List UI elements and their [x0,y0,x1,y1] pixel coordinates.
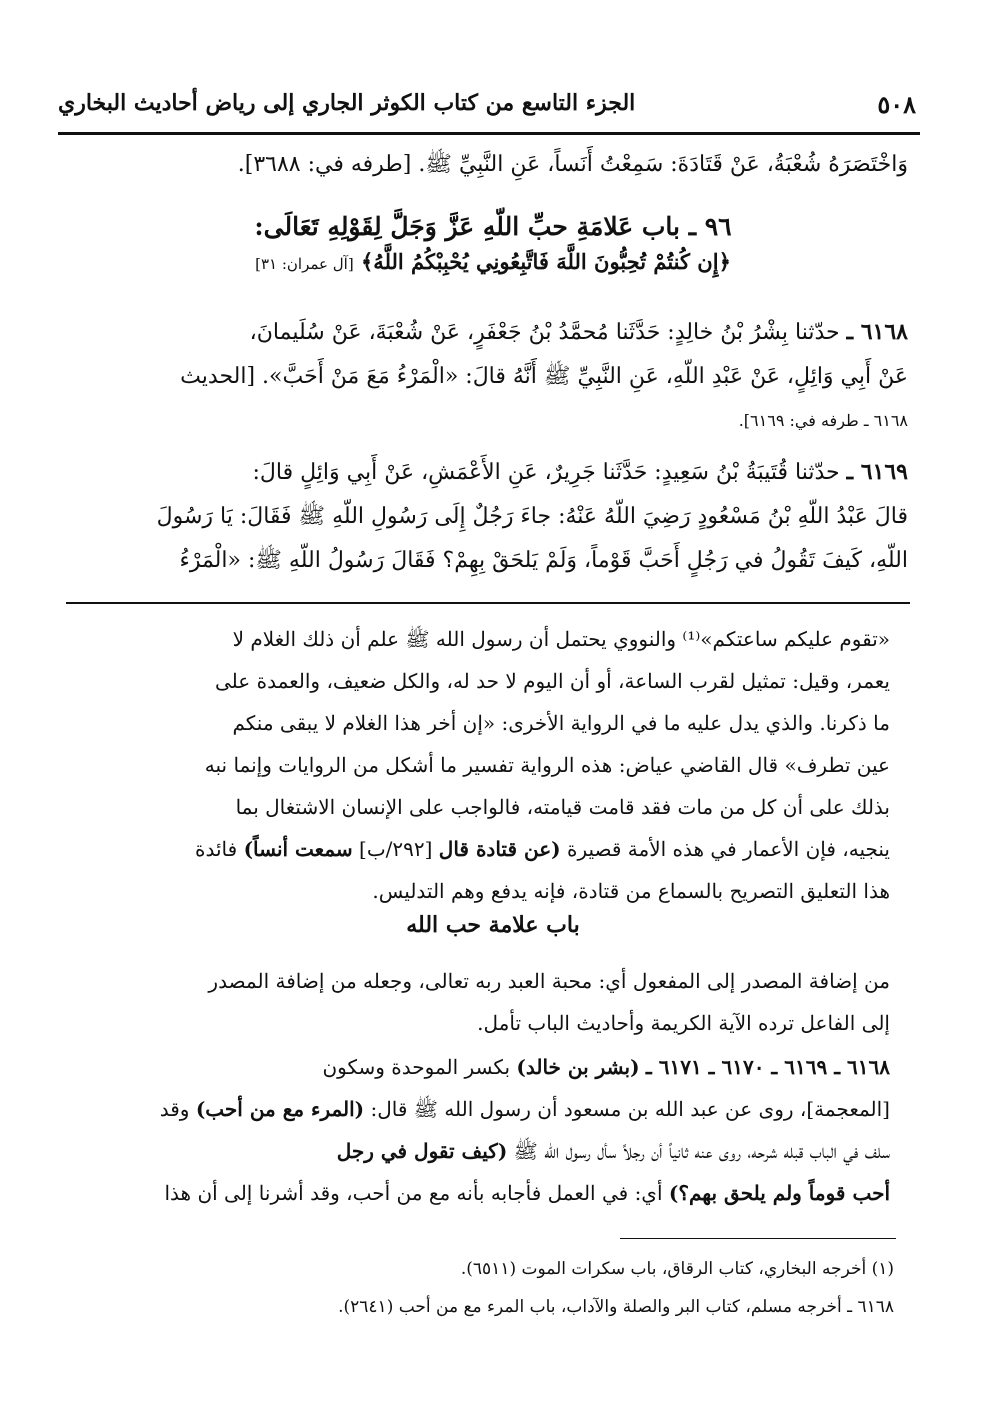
commentary-line [64,1046,890,1088]
hadith-text: حدّثنا بِشْرُ بْنُ خالِدٍ: حَدَّثَنا مُحمَّدُ بْنُ جَعْفَرٍ، عَنْ شُعْبَةَ، عَنْ سُلَيمانَ، [249,320,840,345]
quoted-text: (بشر بن خالد) [516,1055,640,1079]
commentary-heading: باب علامة حب الله [406,912,580,938]
quoted-text: (عن قتادة قال [438,837,561,861]
hadith-6168-line-3: ٦١٦٨ ـ طرفه في: ٦١٦٩]. [738,411,908,430]
hadith-6169 [70,450,908,583]
running-title: الجزء التاسع من كتاب الكوثر الجاري إلى رياض أحاديث البخاري [58,90,636,116]
hadith-number: ٦١٦٨ ـ [846,319,908,345]
hadith-numbers: ٦١٦٨ ـ ٦١٦٩ ـ ٦١٧٠ ـ ٦١٧١ ـ [645,1055,890,1079]
commentary-text: بكسر الموحدة وسكون [322,1055,511,1079]
commentary-paragraph-1 [64,618,890,912]
commentary-text: وقد [159,1097,190,1121]
hadith-6169-line-2: قالَ عَبْدُ اللّهِ بْنُ مَسْعُودٍ رَضِيَ اللّهُ عَنْهُ: جاءَ رَجُلٌ إِلَى رَسُولِ اللّهِ ﷺ فَقَالَ: يَا رَسُولَ [156,504,908,529]
commentary-line: ما ذكرنا. والذي يدل عليه ما في الرواية الأخرى: «إن أخر هذا الغلام لا يبقى منكم [232,711,890,735]
commentary-line: «تقوم عليكم ساعتكم»⁽¹⁾ والنووي يحتمل أن رسول الله ﷺ علم أن ذلك الغلام لا [232,627,890,651]
header-rule [58,132,920,135]
text-separator [66,602,910,604]
commentary-text: ينجيه، فإن الأعمار في هذه الأمة قصيرة [566,837,890,861]
folio-marker: [٢٩٢/ب] [359,837,433,861]
quoted-text: (المرء مع من أحب) [195,1097,365,1121]
hadith-line [70,150,908,182]
page-number: ٥٠٨ [877,90,916,119]
commentary-line: من إضافة المصدر إلى المفعول أي: محبة العبد ربه تعالى، وجعله من إضافة المصدر [208,969,890,993]
chapter-heading [80,212,906,274]
commentary-line [64,1088,890,1130]
hadith-6169-line-3: اللّهِ، كَيفَ تَقُولُ في رَجُلٍ أَحَبَّ قَوْماً، وَلَمْ يَلحَقْ بِهِمْ؟ فَقَالَ رَسُولُ اللّهِ ﷺ: «الْمَرْءُ [179,548,908,573]
commentary-line [64,828,890,870]
commentary-line: يعمر، وقيل: تمثيل لقرب الساعة، أو أن اليوم لا حد له، والكل ضعيف، والعمدة على [215,669,890,693]
hadith-6168 [70,310,908,443]
commentary-line: بذلك على أن كل من مات فقد قامت قيامته، فالواجب على الإنسان الاشتغال بما [235,795,890,819]
commentary-text: فائدة [195,837,238,861]
chapter-title: ٩٦ ـ باب عَلامَةِ حبِّ اللّهِ عَزَّ وَجَلَّ لِقَوْلِهِ تَعَالَى: [254,212,732,241]
commentary-line [64,1172,890,1214]
hadith-6168-line-1 [70,310,908,355]
hadith-6169-line-1 [70,450,908,495]
commentary-line: هذا التعليق التصريح بالسماع من قتادة، فإنه يدفع وهم التدليس. [372,879,890,903]
verse-reference: [آل عمران: ٣١] [255,255,354,273]
quoted-text: (كيف تقول في رجل [336,1139,508,1163]
hadith-6168-line-2: عَنْ أَبِي وَائِلٍ، عَنْ عَبْدِ اللّهِ، عَنِ النَّبِيِّ ﷺ أَنَّهُ قالَ: «الْمَرْءُ مَعَ مَنْ أَحَبَّ». [الحديث [180,364,908,389]
main-line-1: وَاخْتَصَرَهُ شُعْبَةُ، عَنْ قَتَادَةَ: سَمِعْتُ أَنَساً، عَنِ النَّبِيِّ ﷺ. [طرفه في: ٣٦٨٨]. [237,152,908,177]
commentary-text: أي: في العمل فأجابه بأنه مع من أحب، وقد أشرنا إلى أن هذا [164,1181,663,1205]
commentary-paragraph-2 [64,960,890,1044]
hadith-text: حدّثنا قُتَيبَةُ بْنُ سَعِيدٍ: حَدَّثَنا جَرِيرٌ، عَنِ الأَعْمَشِ، عَنْ أَبِي وَائِلٍ قالَ: [252,460,840,485]
commentary-line [64,1130,890,1172]
commentary-line: إلى الفاعل ترده الآية الكريمة وأحاديث الباب تأمل. [477,1011,890,1035]
verse-line [80,249,906,274]
commentary-text: سلف في الباب قبله شرحه، روى عنه ثانياً أن رجلاً سأل رسول الله ﷺ [513,1139,890,1163]
footnote-1: (١) أخرجه البخاري، كتاب الرقاق، باب سكرات الموت (٦٥١١). [460,1259,894,1279]
commentary-line: عين تطرف» قال القاضي عياض: هذه الرواية تفسير ما أشكل من الروايات وإنما نبه [204,753,890,777]
quoted-text: سمعت أنساً) [243,837,353,861]
footnote-2: ٦١٦٨ ـ أخرجه مسلم، كتاب البر والصلة والآداب، باب المرء مع من أحب (٢٦٤١). [338,1297,894,1317]
quran-verse: ﴿إِن كُنتُمْ تُحِبُّونَ اللَّهَ فَاتَّبِعُونِي يُحْبِبْكُمُ اللَّهُ﴾ [361,249,731,274]
hadith-number: ٦١٦٩ ـ [846,459,908,485]
footnote-rule [620,1238,896,1239]
commentary-text: [المعجمة]، روى عن عبد الله بن مسعود أن رسول الله ﷺ قال: [370,1097,890,1121]
running-header [58,86,916,130]
footnotes [100,1250,894,1326]
quoted-text: أحب قوماً ولم يلحق بهم؟) [668,1181,890,1205]
commentary-paragraph-3 [64,1046,890,1214]
